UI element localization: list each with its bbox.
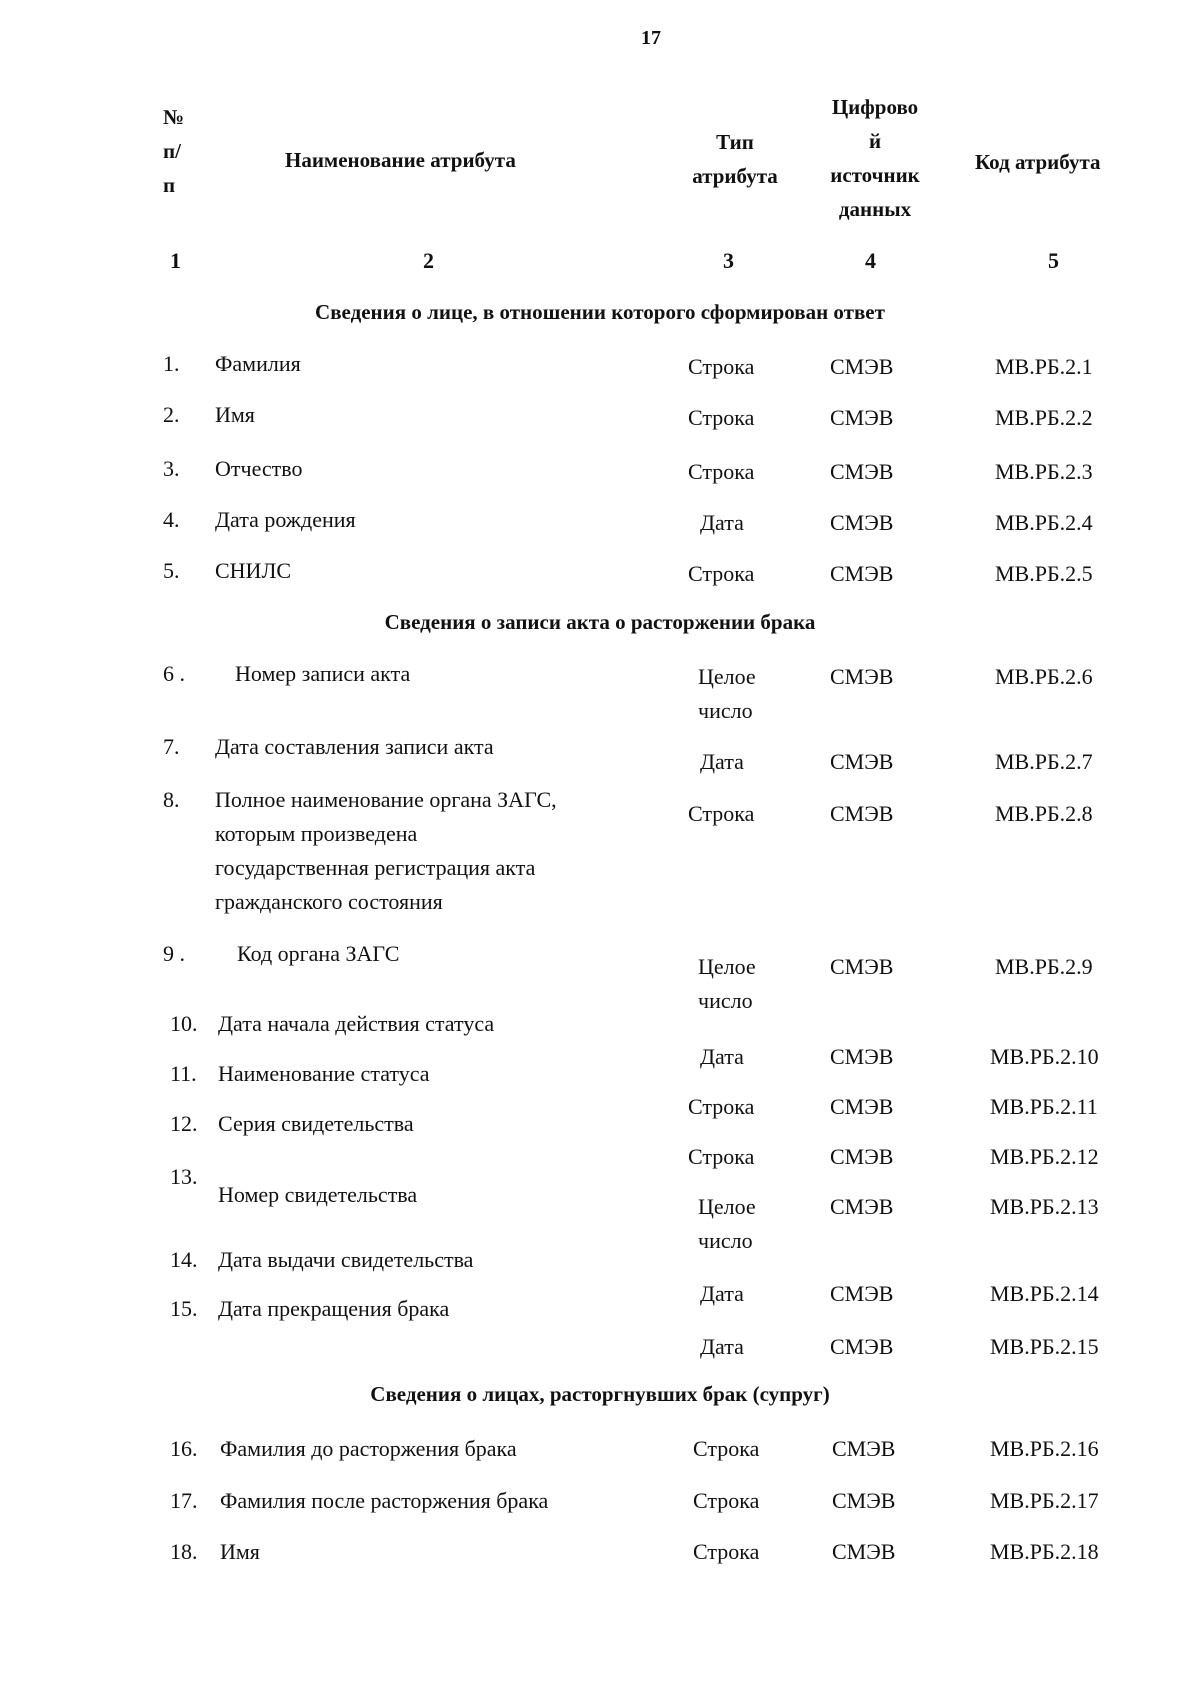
section-heading: Сведения о записи акта о расторжении брака [384,610,816,634]
attribute-name: Серия свидетельства [218,1111,414,1136]
data-source: СМЭВ [830,1144,894,1169]
attribute-name: Дата выдачи свидетельства [218,1247,474,1272]
attribute-code: МВ.РБ.2.6 [995,664,1093,689]
attribute-type: Строка [688,354,755,379]
data-source: СМЭВ [830,1281,894,1306]
row-number: 3. [163,456,180,481]
attribute-type: Дата [700,510,744,535]
header-col-name: Наименование атрибута [285,148,516,172]
column-number: 1 [170,248,181,273]
attribute-code: МВ.РБ.2.15 [990,1334,1099,1359]
attribute-code: МВ.РБ.2.9 [995,954,1093,979]
attribute-type: Строка [693,1488,760,1513]
attribute-name: СНИЛС [215,558,292,583]
data-source: СМЭВ [830,1334,894,1359]
header-col-number: № п/ п [163,105,185,197]
row-number: 12. [170,1111,198,1136]
attribute-name: Имя [215,402,255,427]
attribute-name: Дата начала действия статуса [218,1011,495,1036]
header-col-code: Код атрибута [975,150,1101,174]
attribute-type: Строка [693,1436,760,1461]
attribute-code: МВ.РБ.2.13 [990,1194,1099,1219]
column-number: 5 [1048,248,1059,273]
attribute-code: МВ.РБ.2.7 [995,749,1093,774]
attribute-code: МВ.РБ.2.1 [995,354,1093,379]
attribute-code: МВ.РБ.2.18 [990,1539,1099,1564]
attribute-name: Дата прекращения брака [218,1296,450,1321]
attribute-type: Целое число [698,1194,756,1253]
data-source: СМЭВ [830,1044,894,1069]
column-number: 3 [723,248,734,273]
data-source: СМЭВ [830,1194,894,1219]
attribute-code: МВ.РБ.2.12 [990,1144,1099,1169]
row-number: 7. [163,734,180,759]
attribute-name: Имя [220,1539,260,1564]
column-number: 2 [423,248,434,273]
attribute-type: Строка [688,1094,755,1119]
data-source: СМЭВ [830,561,894,586]
data-source: СМЭВ [830,510,894,535]
attribute-type: Строка [688,459,755,484]
attribute-type: Дата [700,1044,744,1069]
row-number: 9 . [163,941,185,966]
data-source: СМЭВ [830,801,894,826]
row-number: 13. [170,1164,198,1189]
attribute-code: МВ.РБ.2.2 [995,405,1093,430]
attribute-name: Фамилия после расторжения брака [220,1488,549,1513]
row-number: 16. [170,1436,198,1461]
row-number: 4. [163,507,180,532]
attribute-type: Дата [700,1334,744,1359]
attribute-name: Наименование статуса [218,1061,430,1086]
row-number: 1. [163,351,180,376]
row-number: 17. [170,1488,198,1513]
attribute-type: Строка [688,561,755,586]
attribute-name: Фамилия [215,351,301,376]
attribute-code: МВ.РБ.2.17 [990,1488,1099,1513]
attribute-code: МВ.РБ.2.10 [990,1044,1099,1069]
data-source: СМЭВ [830,664,894,689]
attribute-code: МВ.РБ.2.8 [995,801,1093,826]
data-source: СМЭВ [830,459,894,484]
data-source: СМЭВ [832,1539,896,1564]
attribute-name: Номер записи акта [235,661,411,686]
attribute-type: Целое число [698,664,756,723]
attribute-code: МВ.РБ.2.4 [995,510,1093,535]
attribute-name: Дата рождения [215,507,356,532]
row-number: 15. [170,1296,198,1321]
data-source: СМЭВ [832,1436,896,1461]
column-number: 4 [865,248,876,273]
attribute-name: Отчество [215,456,303,481]
data-source: СМЭВ [832,1488,896,1513]
attribute-code: МВ.РБ.2.14 [990,1281,1099,1306]
attribute-type: Строка [688,1144,755,1169]
row-number: 5. [163,558,180,583]
data-source: СМЭВ [830,1094,894,1119]
row-number: 18. [170,1539,198,1564]
attribute-name: Код органа ЗАГС [237,941,400,966]
attribute-type: Целое число [698,954,756,1013]
data-source: СМЭВ [830,749,894,774]
attribute-code: МВ.РБ.2.16 [990,1436,1099,1461]
header-col-type: Тип атрибута [692,130,778,188]
attribute-code: МВ.РБ.2.11 [990,1094,1098,1119]
header-col-source: Цифрово й источник данных [830,95,920,221]
attribute-type: Строка [688,405,755,430]
data-source: СМЭВ [830,405,894,430]
data-source: СМЭВ [830,354,894,379]
section-heading: Сведения о лицах, расторгнувших брак (супруг) [370,1382,830,1406]
row-number: 6 . [163,661,185,686]
attribute-type: Дата [700,749,744,774]
attribute-name: Полное наименование органа ЗАГС, которым произведена государственная регистрация акта гражданского состояния [215,787,557,914]
row-number: 8. [163,787,180,812]
row-number: 11. [170,1061,197,1086]
page-number: 17 [641,27,661,49]
attribute-name: Номер свидетельства [218,1182,418,1207]
attribute-name: Дата составления записи акта [215,734,494,759]
attribute-type: Дата [700,1281,744,1306]
attribute-type: Строка [693,1539,760,1564]
attribute-code: МВ.РБ.2.3 [995,459,1093,484]
row-number: 14. [170,1247,198,1272]
data-source: СМЭВ [830,954,894,979]
row-number: 2. [163,402,180,427]
section-heading: Сведения о лице, в отношении которого сформирован ответ [315,300,885,324]
attribute-name: Фамилия до расторжения брака [220,1436,517,1461]
attribute-type: Строка [688,801,755,826]
row-number: 10. [170,1011,198,1036]
attribute-code: МВ.РБ.2.5 [995,561,1093,586]
